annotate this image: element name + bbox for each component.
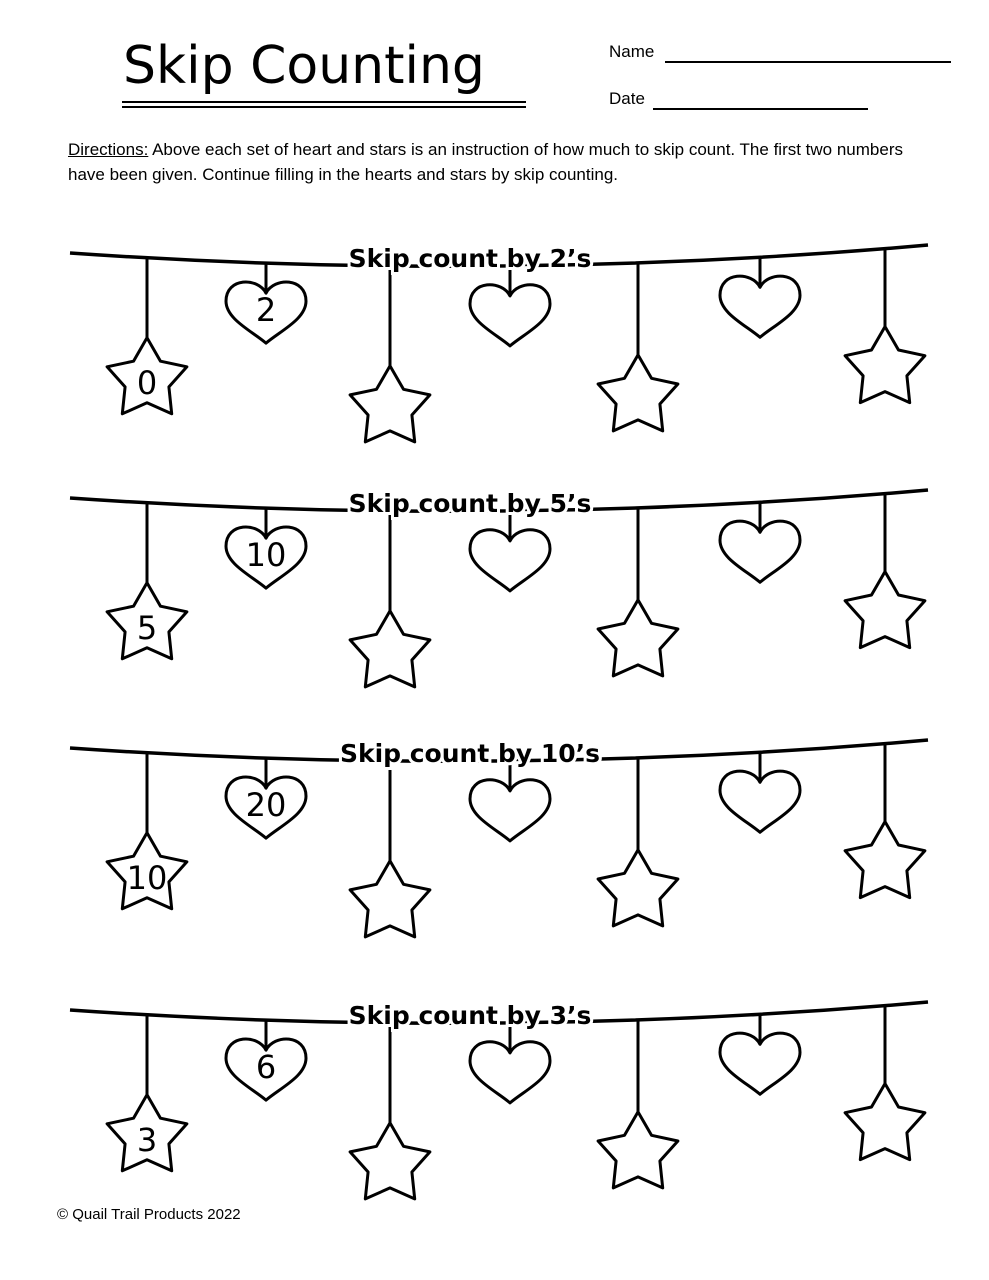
- garland-row-3: [70, 739, 928, 937]
- ornament-number: 10: [245, 536, 287, 575]
- star-ornament[interactable]: [350, 861, 430, 937]
- heart-ornament[interactable]: [470, 285, 550, 346]
- row-title: Skip count by 2’s: [348, 244, 592, 273]
- ornament-number: 10: [126, 858, 168, 897]
- star-ornament[interactable]: [598, 1112, 678, 1188]
- star-ornament[interactable]: [598, 355, 678, 431]
- name-label: Name: [609, 42, 655, 61]
- star-ornament[interactable]: [845, 327, 925, 403]
- garland-row-1: [70, 244, 928, 442]
- ornament-number: 6: [255, 1048, 277, 1087]
- star-ornament[interactable]: [350, 611, 430, 687]
- row-title: Skip count by 5’s: [348, 489, 592, 518]
- directions-lead: Directions:: [68, 140, 149, 159]
- ornament-number: 0: [136, 363, 158, 402]
- heart-ornament[interactable]: [470, 1042, 550, 1103]
- heart-ornament[interactable]: [470, 780, 550, 841]
- star-ornament[interactable]: [845, 572, 925, 648]
- star-ornament[interactable]: [350, 1123, 430, 1199]
- garland-row-2: [70, 489, 928, 687]
- star-ornament[interactable]: [598, 850, 678, 926]
- heart-ornament[interactable]: [470, 530, 550, 591]
- star-ornament[interactable]: [350, 366, 430, 442]
- star-ornament[interactable]: [598, 600, 678, 676]
- heart-ornament[interactable]: [720, 771, 800, 832]
- copyright-notice: © Quail Trail Products 2022: [57, 1206, 241, 1223]
- garland-row-4: [70, 1001, 928, 1199]
- ornament-number: 3: [136, 1120, 158, 1159]
- star-ornament[interactable]: [845, 822, 925, 898]
- heart-ornament[interactable]: [720, 521, 800, 582]
- date-label: Date: [609, 89, 645, 108]
- ornament-number: 5: [136, 608, 158, 647]
- heart-ornament[interactable]: [720, 276, 800, 337]
- heart-ornament[interactable]: [720, 1033, 800, 1094]
- row-title: Skip count by 10’s: [339, 739, 601, 768]
- row-title: Skip count by 3’s: [348, 1001, 592, 1030]
- star-ornament[interactable]: [845, 1084, 925, 1160]
- ornament-number: 2: [255, 291, 277, 330]
- directions-body: Above each set of heart and stars is an instruction of how much to skip count. The first two numbers have been given. Continue filling in the hearts and stars by skip counting.: [68, 140, 903, 184]
- ornament-number: 20: [245, 786, 287, 825]
- worksheet-title: Skip Counting: [123, 36, 485, 96]
